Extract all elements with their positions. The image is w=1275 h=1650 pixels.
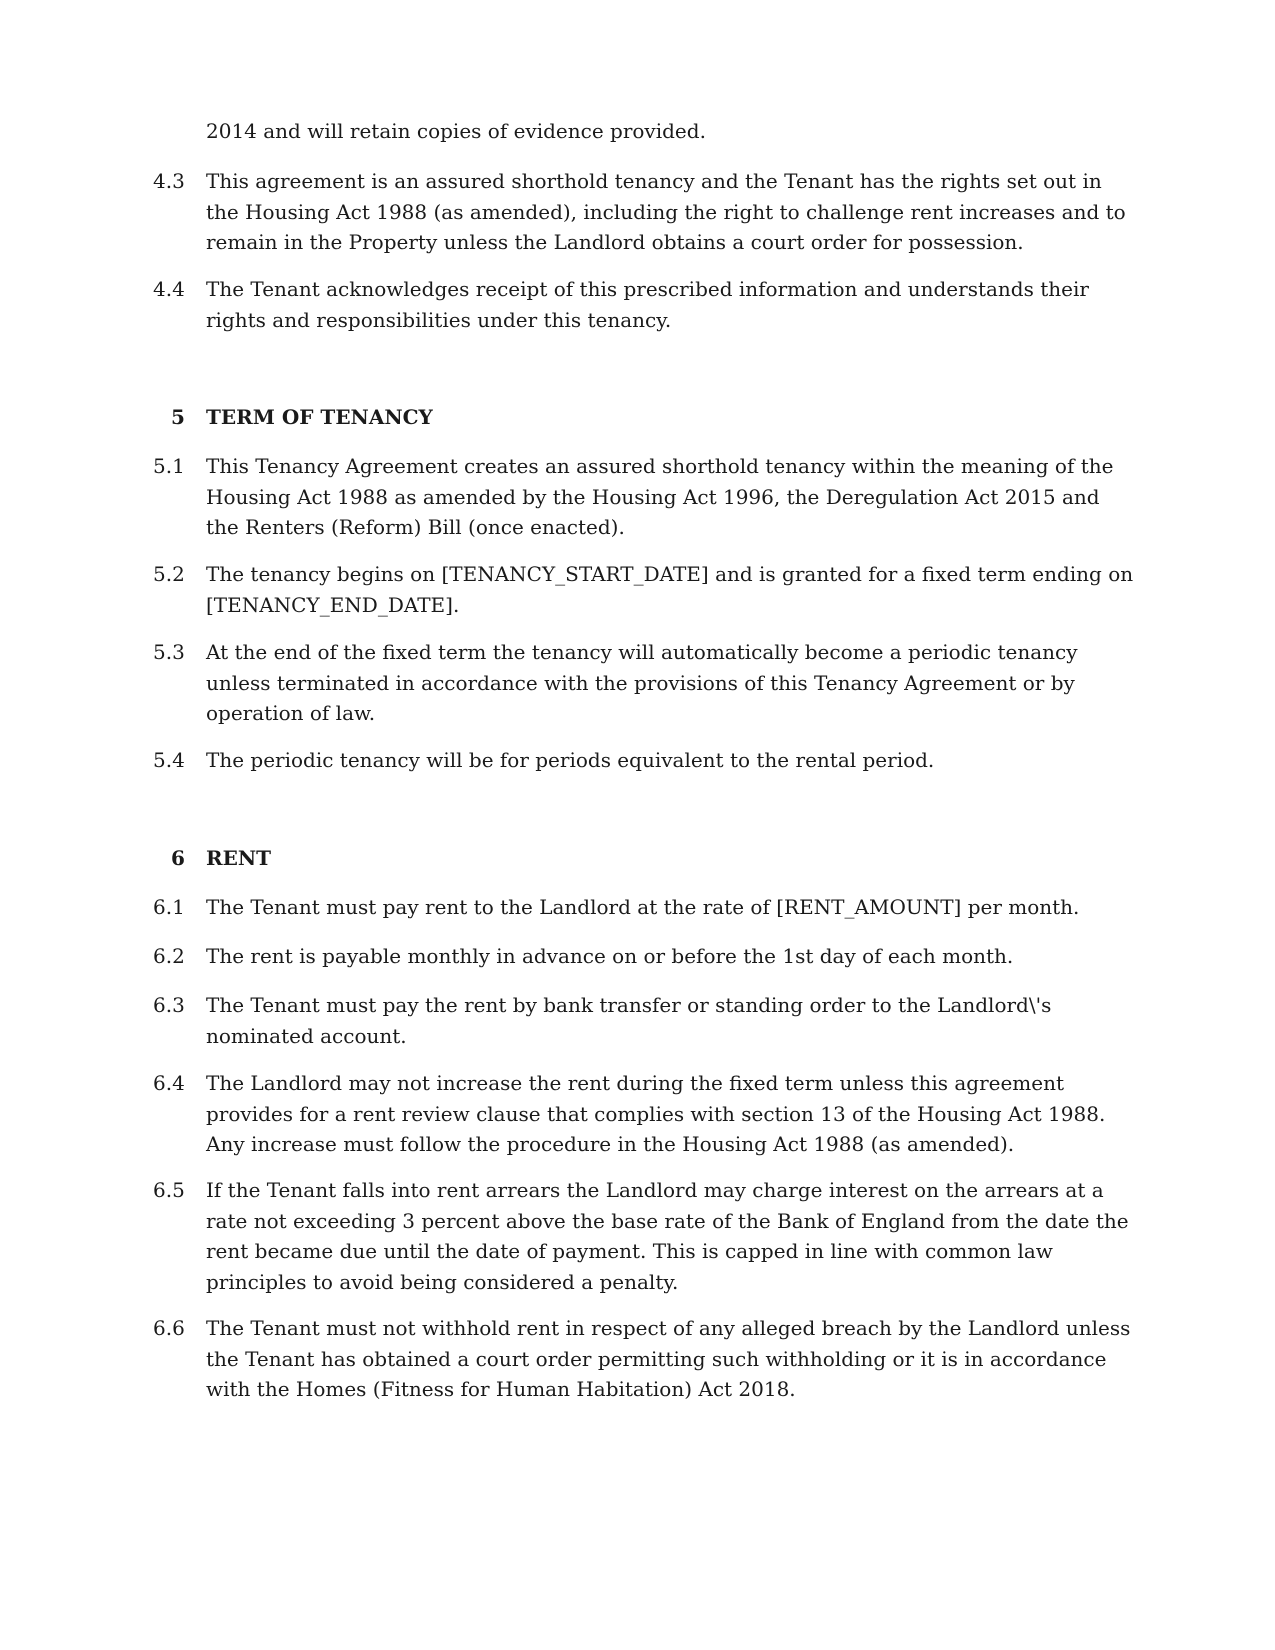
clause-text: The tenancy begins on [TENANCY_START_DATE] and is granted for a fixed term ending on [TENANCY_END_DATE]. — [206, 562, 1134, 617]
clause-text: The Tenant acknowledges receipt of this prescribed information and understands their rights and responsibilities under this tenancy. — [206, 277, 1089, 332]
clause-number: 5.1 — [153, 454, 185, 478]
clause-number: 4.4 — [153, 277, 185, 301]
section-number: 5 — [171, 405, 185, 429]
clause-number: 6.6 — [153, 1316, 185, 1340]
clause-number: 4.3 — [153, 169, 185, 193]
clause-text: The Landlord may not increase the rent during the fixed term unless this agreement provides for a rent review clause that complies with section 13 of the Housing Act 1988. Any increase must follow the procedure in the Housing Act 1988 (as amended). — [206, 1071, 1106, 1156]
section-number: 6 — [171, 846, 185, 870]
section-title: TERM OF TENANCY — [206, 405, 433, 429]
clause-number: 5.2 — [153, 562, 185, 586]
clause-number: 6.4 — [153, 1071, 185, 1095]
clause-text: The Tenant must pay rent to the Landlord at the rate of [RENT_AMOUNT] per month. — [206, 895, 1080, 919]
clause-text: This agreement is an assured shorthold tenancy and the Tenant has the rights set out in the Housing Act 1988 (as amended), including the right to challenge rent increases and to remain in the Property unless the Landlord obtains a court order for possession. — [206, 169, 1126, 254]
clause-text: The periodic tenancy will be for periods equivalent to the rental period. — [206, 748, 935, 772]
clause-number: 6.3 — [153, 993, 185, 1017]
clause-number: 5.4 — [153, 748, 185, 772]
clause-text: The rent is payable monthly in advance on or before the 1st day of each month. — [206, 944, 1014, 968]
clause-number: 6.5 — [153, 1178, 185, 1202]
clause-text: If the Tenant falls into rent arrears the Landlord may charge interest on the arrears at a rate not exceeding 3 percent above the base rate of the Bank of England from the date the rent became due until the date of payment. This is capped in line with common law principles to avoid being considered a penalty. — [206, 1178, 1129, 1294]
clause-number: 5.3 — [153, 640, 185, 664]
clause-text: This Tenancy Agreement creates an assured shorthold tenancy within the meaning of the Housing Act 1988 as amended by the Housing Act 1996, the Deregulation Act 2015 and the Renters (Reform) Bill (once enacted). — [206, 454, 1114, 539]
continuation-text: 2014 and will retain copies of evidence provided. — [206, 119, 706, 143]
section-title: RENT — [206, 846, 272, 870]
clause-text: The Tenant must not withhold rent in respect of any alleged breach by the Landlord unless the Tenant has obtained a court order permitting such withholding or it is in accordance with the Homes (Fitness for Human Habitation) Act 2018. — [206, 1316, 1131, 1401]
clause-number: 6.1 — [153, 895, 185, 919]
clause-text: At the end of the fixed term the tenancy will automatically become a periodic tenancy unless terminated in accordance with the provisions of this Tenancy Agreement or by operation of law. — [206, 640, 1078, 725]
clause-text: The Tenant must pay the rent by bank transfer or standing order to the Landlord\'s nominated account. — [206, 993, 1052, 1048]
clause-number: 6.2 — [153, 944, 185, 968]
